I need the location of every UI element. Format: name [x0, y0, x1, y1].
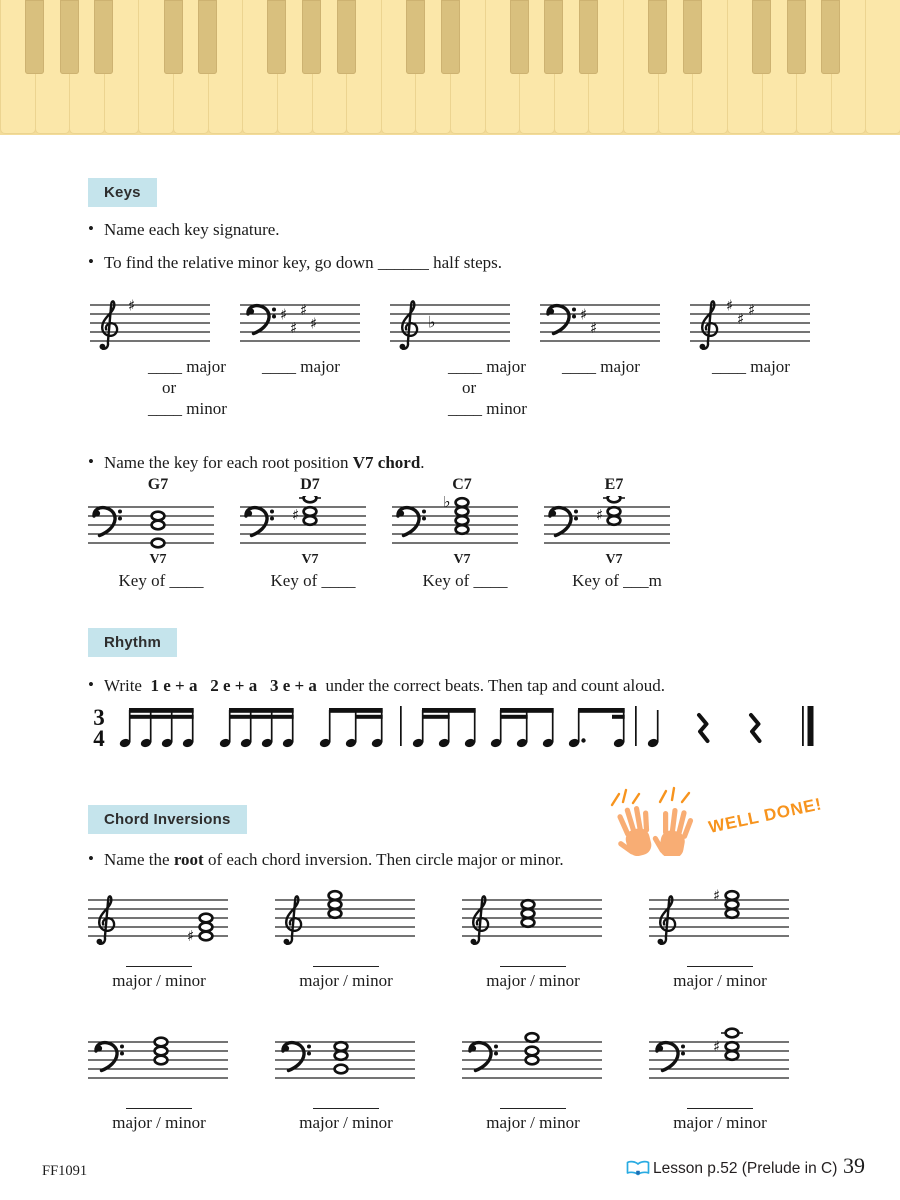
v7-stave [542, 476, 694, 600]
sharp-icon: ♯ [187, 927, 195, 945]
answer-lines [386, 356, 536, 419]
bass-clef-icon [398, 508, 426, 536]
well-done-graphic [600, 786, 840, 856]
sharp-icon: ♯ [310, 314, 318, 333]
book-icon [626, 1160, 650, 1178]
sharp-icon: ♯ [726, 296, 734, 315]
black-key [821, 0, 840, 74]
clapping-hand-icon [649, 805, 695, 856]
bullet-text: Name each key signature. [103, 220, 280, 239]
bass-clef-icon [248, 306, 276, 334]
black-key [683, 0, 702, 74]
rhythm-notation-svg [88, 700, 818, 754]
black-key [510, 0, 529, 74]
sharp-icon: ♯ [748, 301, 756, 319]
chord-name-label: E7 [604, 476, 624, 493]
black-key [337, 0, 356, 74]
answer-blank-line [313, 1106, 379, 1109]
inversion-row-bass [86, 1022, 834, 1133]
staff-svg [386, 295, 516, 355]
bullet-text: Name the key for each root position V7 chord. [103, 453, 425, 472]
bass-clef-icon [283, 1043, 311, 1071]
rhythm-notes [119, 706, 814, 748]
answer-or: or [162, 378, 177, 397]
page-number: 39 [843, 1153, 865, 1178]
bullet-dot: • [88, 219, 94, 238]
treble-clef-icon [471, 896, 489, 944]
bullet-dot: • [88, 452, 94, 471]
white-key [865, 0, 900, 134]
bass-clef-icon [246, 508, 274, 536]
flat-icon: ♭ [443, 496, 451, 511]
staff-svg [460, 1022, 605, 1096]
treble-clef-icon [400, 301, 418, 349]
bullet-rhythm [88, 675, 665, 697]
black-key [787, 0, 806, 74]
staff-svg [86, 295, 216, 355]
key-of-answer: Key of ____ [270, 571, 356, 590]
v7-figure-label: V7 [605, 552, 623, 567]
treble-clef-icon [97, 896, 115, 944]
answer-lines [236, 356, 366, 377]
bullet-v7-chord [88, 452, 425, 474]
bullet-text: Write 1 e + a 2 e + a 3 e + a under the correct beats. Then tap and count aloud. [103, 676, 665, 695]
answer-or: or [462, 378, 477, 397]
staff-svg [236, 295, 366, 355]
v7-stave [390, 476, 542, 600]
key-signature-stave [686, 295, 836, 419]
inversion-row-treble [86, 880, 834, 991]
key-signature-stave [236, 295, 386, 419]
footer-code: FF1091 [42, 1163, 88, 1179]
staff-svg [86, 880, 231, 954]
staff-svg [686, 295, 816, 355]
key-of-answer: Key of ____ [118, 571, 204, 590]
bullet-dot: • [88, 252, 94, 271]
inversion-stave [647, 880, 834, 991]
major-minor-label: major / minor [486, 971, 580, 990]
sharp-icon: ♯ [590, 319, 598, 337]
black-key [198, 0, 217, 74]
lesson-reference [626, 1160, 837, 1178]
v7-stave [86, 476, 238, 600]
black-key [441, 0, 460, 74]
time-signature [93, 705, 105, 751]
answer-lines [86, 356, 236, 419]
black-key [648, 0, 667, 74]
sharp-icon: ♯ [290, 319, 298, 337]
major-minor-label: major / minor [112, 1113, 206, 1132]
inversion-stave [273, 1022, 460, 1133]
staff-svg [86, 1022, 231, 1096]
well-done-text: WELL DONE! [706, 794, 824, 837]
bullet-chord-inversions [88, 849, 564, 871]
sharp-icon: ♯ [128, 296, 136, 315]
black-key [302, 0, 321, 74]
inversion-stave [86, 1022, 273, 1133]
sharp-icon: ♯ [713, 886, 721, 905]
inversion-stave [647, 1022, 834, 1133]
staff-svg [273, 880, 418, 954]
answer-blank-line [126, 1106, 192, 1109]
bullet-relative-minor [88, 252, 502, 274]
bass-clef-icon [550, 508, 578, 536]
v7-chord-row [86, 476, 694, 600]
black-key [544, 0, 563, 74]
section-tag-chord-inversions: Chord Inversions [88, 805, 247, 834]
answer-major: ____ major [712, 357, 790, 376]
major-minor-label: major / minor [299, 971, 393, 990]
bullet-name-key-signature [88, 219, 280, 241]
v7-stave [238, 476, 390, 600]
clap-motion-lines [612, 788, 689, 805]
treble-clef-icon [700, 301, 718, 349]
clapping-hand-icon [609, 803, 658, 856]
answer-blank-line [313, 964, 379, 967]
sharp-icon: ♯ [300, 301, 308, 319]
section-tag-rhythm: Rhythm [88, 628, 177, 657]
answer-major: ____ major [562, 357, 640, 376]
sharp-icon: ♯ [713, 1037, 721, 1056]
staff-svg [647, 880, 792, 954]
sharp-icon: ♯ [737, 310, 745, 328]
answer-blank-line [500, 1106, 566, 1109]
svg-text:4: 4 [93, 726, 105, 751]
answer-blank-line [126, 964, 192, 967]
treble-clef-icon [100, 301, 118, 349]
major-minor-label: major / minor [112, 971, 206, 990]
bass-clef-icon [657, 1043, 685, 1071]
major-minor-label: major / minor [673, 1113, 767, 1132]
black-key [60, 0, 79, 74]
sharp-icon: ♯ [580, 305, 588, 324]
treble-clef-icon [284, 896, 302, 944]
key-signature-row [86, 295, 836, 419]
staff-svg [647, 1022, 792, 1096]
piano-keyboard [0, 0, 900, 135]
key-signature-stave [386, 295, 536, 419]
staff-svg [238, 496, 390, 554]
staff-svg [273, 1022, 418, 1096]
v7-figure-label: V7 [301, 552, 319, 567]
key-signature-stave [86, 295, 236, 419]
v7-figure-label: V7 [149, 552, 167, 567]
section-tag-keys: Keys [88, 178, 157, 207]
black-key [267, 0, 286, 74]
bullet-text: Name the root of each chord inversion. Then circle major or minor. [103, 850, 564, 869]
key-signature-stave [536, 295, 686, 419]
key-of-answer: Key of ___m [572, 571, 662, 590]
major-minor-label: major / minor [673, 971, 767, 990]
bass-clef-icon [470, 1043, 498, 1071]
answer-lines [536, 356, 666, 377]
sharp-icon: ♯ [596, 506, 604, 524]
chord-name-label: C7 [452, 476, 472, 493]
lesson-text: Lesson p.52 (Prelude in C) [653, 1160, 838, 1177]
answer-blank-line [500, 964, 566, 967]
black-key [25, 0, 44, 74]
count-syllables: 1 e + a 2 e + a 3 e + a [150, 676, 317, 695]
black-key [94, 0, 113, 74]
inversion-stave [460, 1022, 647, 1133]
answer-major: ____ major [448, 357, 526, 376]
bass-clef-icon [94, 508, 122, 536]
staff-svg [536, 295, 666, 355]
answer-minor: ____ minor [148, 399, 227, 418]
treble-clef-icon [658, 896, 676, 944]
chord-name-label: D7 [300, 476, 320, 493]
chord-name-label: G7 [147, 476, 169, 493]
key-of-answer: Key of ____ [422, 571, 508, 590]
major-minor-label: major / minor [299, 1113, 393, 1132]
flat-icon: ♭ [428, 312, 436, 332]
staff-svg [390, 496, 542, 554]
black-key [752, 0, 771, 74]
bass-clef-icon [548, 306, 576, 334]
black-key [579, 0, 598, 74]
answer-lines [686, 356, 816, 377]
svg-text:3: 3 [93, 705, 105, 730]
answer-minor: ____ minor [448, 399, 527, 418]
inversion-stave [273, 880, 460, 991]
staff-svg [460, 880, 605, 954]
sharp-icon: ♯ [292, 506, 300, 524]
black-key [164, 0, 183, 74]
bass-clef-icon [96, 1043, 124, 1071]
staff-svg [542, 496, 694, 554]
bullet-text: To find the relative minor key, go down ______ half steps. [103, 253, 503, 272]
black-key [406, 0, 425, 74]
sharp-icon: ♯ [280, 305, 288, 324]
inversion-stave [86, 880, 273, 991]
answer-blank-line [687, 964, 753, 967]
inversion-stave [460, 880, 647, 991]
bullet-dot: • [88, 849, 94, 868]
staff-svg [86, 496, 238, 554]
answer-major: ____ major [148, 357, 226, 376]
v7-figure-label: V7 [453, 552, 471, 567]
answer-blank-line [687, 1106, 753, 1109]
bullet-dot: • [88, 675, 94, 694]
answer-major: ____ major [262, 357, 340, 376]
major-minor-label: major / minor [486, 1113, 580, 1132]
